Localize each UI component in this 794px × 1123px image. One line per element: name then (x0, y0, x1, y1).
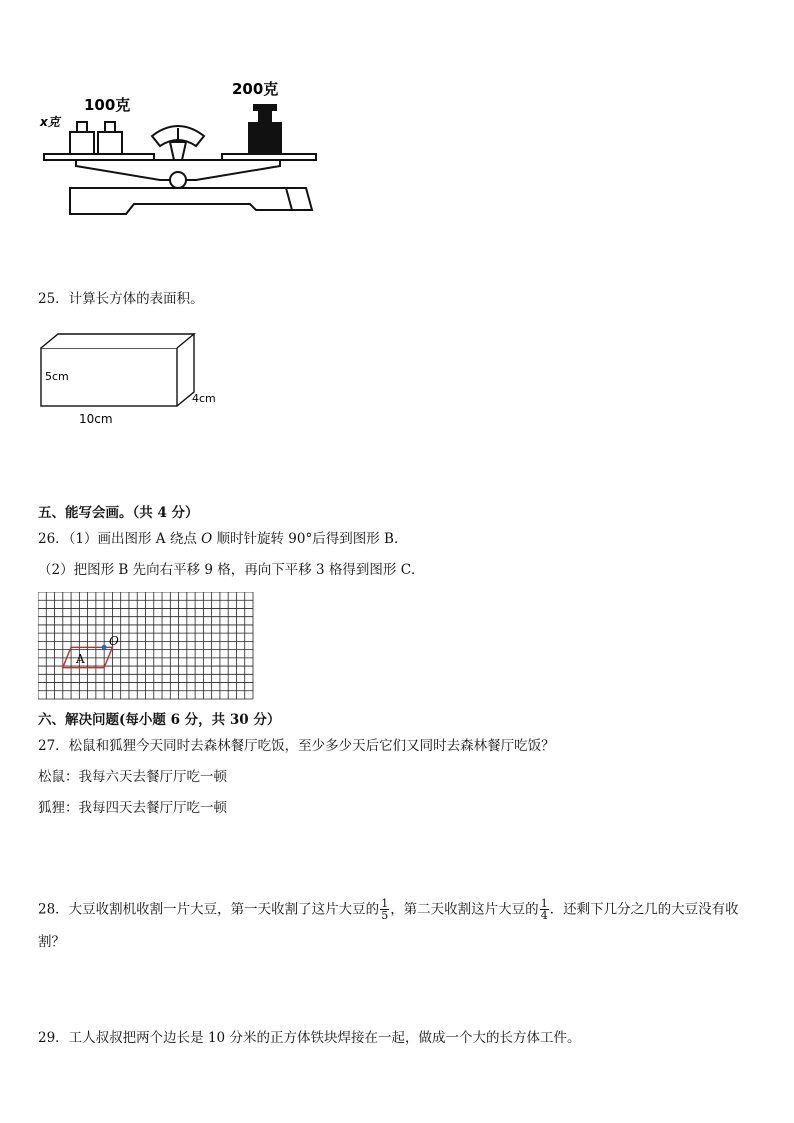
big-weight-200 (248, 104, 282, 154)
q26-line1-prefix: 26．（1）画出图形 A 绕点 (38, 531, 202, 547)
question-29: 29．工人叔叔把两个边长是 10 分米的正方体铁块焊接在一起，做成一个大的长方体工件。 (38, 1030, 581, 1046)
shape-a-label: A (76, 652, 85, 666)
pivot (170, 172, 186, 188)
dim-width: 4cm (192, 392, 216, 405)
point-o-label: O (109, 634, 119, 648)
q28-part3: ．还剩下几分之几的大豆没有收 (549, 901, 739, 918)
q28-part1: 28．大豆收割机收割一片大豆，第一天收割了这片大豆的 (38, 901, 380, 918)
q26-point-o: O (201, 531, 213, 547)
section-6-title: 六、解决问题(每小题 6 分，共 30 分） (38, 712, 281, 728)
cuboid-figure (36, 330, 236, 430)
weight-label-100: 100克 (84, 96, 131, 114)
q28-part2: ，第二天收割这片大豆的 (390, 901, 539, 918)
point-o (102, 645, 107, 650)
question-26-part1 (38, 531, 407, 547)
q27-squirrel: 松鼠：我每六天去餐厅厅吃一顿 (38, 769, 227, 785)
frac1-num: 1 (381, 897, 389, 910)
question-26-part2: （2）把图形 B 先向右平移 9 格，再向下平移 3 格得到图形 C． (38, 562, 425, 578)
question-25: 25．计算长方体的表面积。 (38, 291, 204, 307)
fraction-one-fifth (380, 898, 389, 921)
small-weight-right (98, 122, 122, 154)
frac2-num: 1 (540, 897, 548, 910)
fraction-one-fourth (540, 898, 549, 921)
frac2-den: 4 (540, 909, 548, 922)
scale-dial (152, 126, 204, 160)
grid-figure (38, 592, 254, 702)
question-28-line1 (38, 898, 739, 921)
balance-scale-figure (36, 76, 326, 221)
weight-label-200: 200克 (232, 80, 279, 98)
q26-line1-suffix: 顺时针旋转 90°后得到图形 B． (212, 531, 408, 547)
question-28-line2: 割？ (38, 934, 65, 950)
scale-base (70, 188, 312, 214)
question-27: 27．松鼠和狐狸今天同时去森林餐厅吃饭，至少多少天后它们又同时去森林餐厅吃饭？ (38, 738, 555, 754)
dim-length: 10cm (79, 412, 113, 426)
section-5-title: 五、能写会画。（共 4 分） (38, 505, 199, 521)
small-weight-left (70, 122, 94, 154)
q27-fox: 狐狸：我每四天去餐厅厅吃一顿 (38, 800, 227, 816)
dim-height: 5cm (45, 370, 69, 383)
frac1-den: 5 (381, 909, 389, 922)
grid-lines (38, 592, 253, 699)
weight-label-x: x克 (40, 115, 60, 129)
